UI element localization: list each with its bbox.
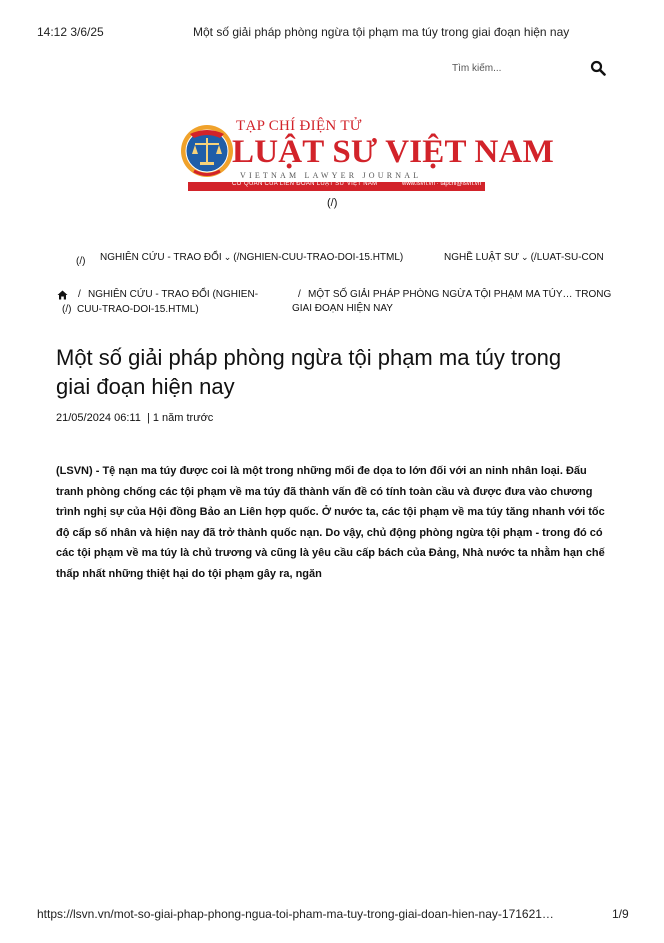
breadcrumb-home-link[interactable]: (/) xyxy=(62,304,72,315)
breadcrumb-link-nghien-cuu[interactable]: NGHIÊN CỨU - TRAO ĐỔI (NGHIEN- xyxy=(88,289,259,300)
logo-home-link[interactable]: (/) xyxy=(327,197,338,209)
chevron-down-icon: ⌄ xyxy=(521,252,529,262)
print-document-title: Một số giải pháp phòng ngừa tội phạm ma túy trong giai đoạn hiện nay xyxy=(193,25,570,39)
print-url: https://lsvn.vn/mot-so-giai-phap-phong-ngua-toi-pham-ma-tuy-trong-giai-doan-hien-nay-171621… xyxy=(37,907,554,921)
nav-item-label: NGHIÊN CỨU - TRAO ĐỔI xyxy=(100,252,222,263)
breadcrumb-separator: / xyxy=(298,289,301,300)
breadcrumb-link-nghien-cuu-line2[interactable]: CUU-TRAO-DOI-15.HTML) xyxy=(77,304,199,315)
article-meta xyxy=(56,412,213,424)
nav-item-href: (/LUAT-SU-CON xyxy=(530,252,604,263)
logo-main-text: LUẬT SƯ VIỆT NAM xyxy=(232,134,554,170)
nav-item-nghe-luat-su[interactable] xyxy=(444,252,604,263)
article-title: Một số giải pháp phòng ngừa tội phạm ma túy trong giai đoạn hiện nay xyxy=(56,345,562,399)
home-icon[interactable] xyxy=(57,290,68,300)
logo-top-text: TẠP CHÍ ĐIỆN TỬ xyxy=(236,118,362,134)
breadcrumb-link-continuation[interactable] xyxy=(62,303,199,317)
scales-of-justice-emblem-icon xyxy=(180,124,234,178)
article-lead-paragraph: (LSVN) - Tệ nạn ma túy được coi là một trong những mối đe dọa to lớn đối với an ninh nhân loại. Đấu tranh phòng chống các tội phạm về ma túy đã thành vấn đề có tính toàn cầu và được đưa vào chương trình nghị sự của Hội đồng Bảo an Liên hợp quốc. Ở nước ta, các tội phạm về ma túy tăng nhanh với tốc độ cấp số nhân và hiện nay đã trở thành quốc nạn. Do vậy, chủ động phòng ngừa tội phạm - trong đó có các tội phạm về ma túy là chủ trương và cũng là yêu cầu cấp bách của Đảng, Nhà nước ta nhằm hạn chế thấp nhất những thiệt hại do tội phạm gây ra, ngăn xyxy=(56,465,605,580)
breadcrumb-current-page: MỘT SỐ GIẢI PHÁP PHÒNG NGỪA TỘI PHẠM MA TÚY… TRONG GIAI ĐOẠN HIỆN NAY xyxy=(292,289,612,314)
search-input[interactable] xyxy=(430,58,602,78)
article-relative-time: | 1 năm trước xyxy=(146,412,214,424)
nav-item-nghien-cuu-trao-doi[interactable] xyxy=(100,252,403,263)
breadcrumb-separator: / xyxy=(78,289,81,300)
article-date: 21/05/2024 06:11 xyxy=(56,412,141,424)
nav-item-href: (/NGHIEN-CUU-TRAO-DOI-15.HTML) xyxy=(233,252,404,263)
site-logo[interactable] xyxy=(180,118,554,196)
nav-home-link[interactable]: (/) xyxy=(76,256,86,267)
nav-item-label: NGHỀ LUẬT SƯ xyxy=(444,252,520,263)
main-nav xyxy=(0,250,620,270)
chevron-down-icon: ⌄ xyxy=(223,252,232,262)
logo-bar-right-text: www.lsvn.vn · tapchi@lsvn.vn xyxy=(402,181,482,187)
print-datetime: 14:12 3/6/25 xyxy=(37,25,104,39)
print-page-number: 1/9 xyxy=(612,907,629,921)
logo-bar-left-text: CƠ QUAN CỦA LIÊN ĐOÀN LUẬT SƯ VIỆT NAM xyxy=(232,181,378,187)
logo-subtitle: VIETNAM LAWYER JOURNAL xyxy=(240,171,422,180)
search-icon[interactable] xyxy=(590,60,606,76)
